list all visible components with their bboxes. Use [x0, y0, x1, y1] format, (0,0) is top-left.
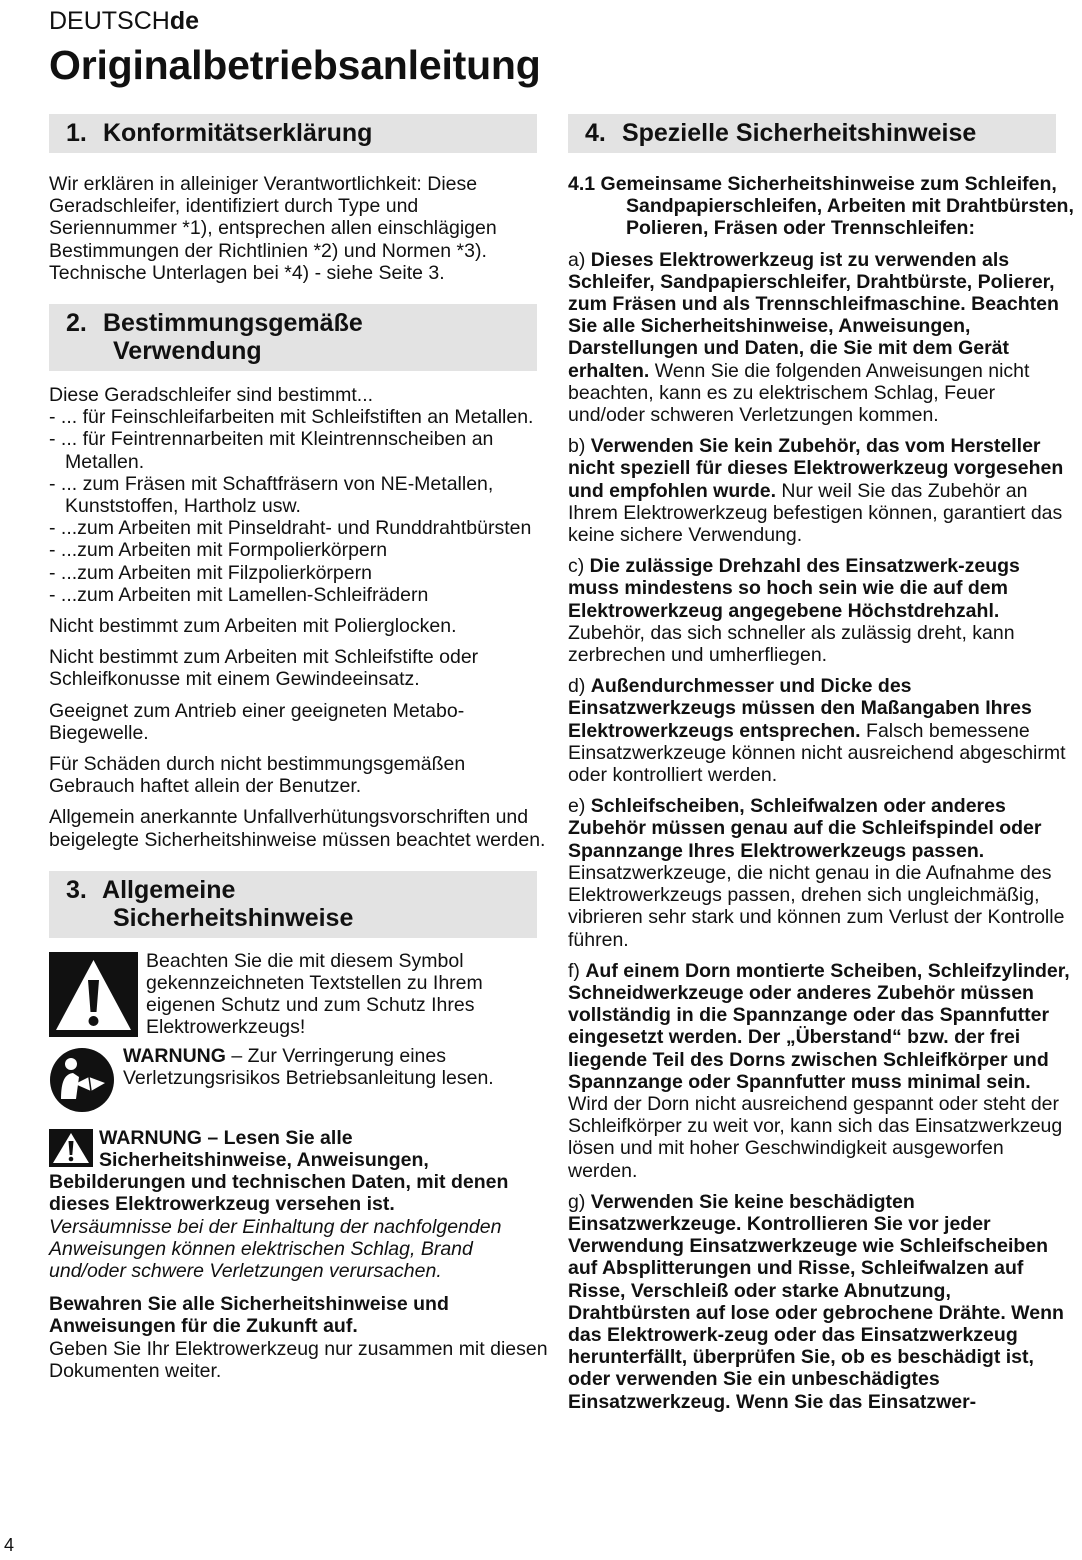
read-manual-icon	[49, 1047, 115, 1113]
section-3-title-line2: Sicherheitshinweise	[113, 903, 354, 932]
item-bold-text: Schleifscheiben, Schleifwalzen oder anderes Zubehör müssen genau auf die Schleifspindel oder Spannzange Ihres Elektrowerkzeugs passen.	[568, 795, 1042, 862]
safety-item-f	[568, 960, 1076, 1182]
item-bold-text: Verwenden Sie kein Zubehör, das vom Hersteller nicht speziell für dieses Elektrowerkzeug vorgesehen und empfohlen wurde.	[568, 435, 1064, 502]
manual-notice	[49, 1044, 549, 1113]
list-item: - ...zum Arbeiten mit Pinseldraht- und Runddrahtbürsten	[49, 517, 532, 540]
section-3-heading	[49, 871, 537, 938]
page-title: Originalbetriebsanleitung	[49, 42, 541, 88]
item-bold-text: Außendurchmesser und Dicke des Einsatzwerkzeugs müssen den Maßangaben Ihres Elektrowerkzeugs entsprechen.	[568, 675, 1032, 742]
item-label: c)	[568, 555, 590, 578]
right-column	[568, 114, 1076, 1413]
safety-item-b	[568, 435, 1076, 546]
section-2-intro: Diese Geradschleifer sind bestimmt...	[49, 384, 374, 407]
item-text: Falsch bemessene Einsatzwerkzeuge können nicht ausreichend abgeschirmt oder kontrolliert werden.	[568, 719, 1066, 787]
safety-item-a	[568, 249, 1076, 427]
manual-warning-text: – Zur Verringerung eines Verletzungsrisikos Betriebsanleitung lesen.	[123, 1044, 494, 1089]
section-2-title-line1	[66, 309, 527, 337]
symbol-notice	[49, 949, 549, 1039]
item-text: Wenn Sie die folgenden Anweisungen nicht beachten, kann es zu elektrischem Schlag, Feuer und/oder schweren Verletzungen kommen.	[568, 359, 1030, 427]
list-item: - ...zum Arbeiten mit Filzpolierkörpern	[49, 561, 372, 584]
section-1-title: Konformitätserklärung	[102, 119, 373, 147]
keep-instructions-bold: Bewahren Sie alle Sicherheitshinweise und Anweisungen für die Zukunft auf.	[49, 1293, 449, 1338]
paragraph: Allgemein anerkannte Unfallverhütungsvorschriften und beigelegte Sicherheitshinweise müssen beachtet werden.	[49, 806, 546, 851]
section-2-title: Bestimmungsgemäße	[102, 309, 363, 338]
paragraph: Nicht bestimmt zum Arbeiten mit Polierglocken.	[49, 615, 457, 638]
manual-notice-text	[123, 1045, 549, 1089]
item-text: Wird der Dorn nicht ausreichend gespannt oder steht der Schleifkörper zu weit vor, kann sich das Einsatzwerkzeug lösen und mit hoher Geschwindigkeit ausgeworfen werden.	[568, 1092, 1063, 1182]
item-bold-text: Dieses Elektrowerkzeug ist zu verwenden als Schleifer, Sandpapierschleifer, Drahtbürste, Polierer, zum Fräsen und als Trennschleifmaschine. Beachten Sie alle Sicherheitshinweise, Anweisungen, Darstellungen und Daten, die Sie mit dem Gerät erhalten.	[568, 248, 1059, 382]
section-4-title: Spezielle Sicherheitshinweise	[621, 119, 977, 147]
safety-item-d	[568, 675, 1076, 786]
list-item: - ... zum Fräsen mit Schaftfräsern von NE-Metallen, Kunststoffen, Hartholz usw.	[49, 472, 494, 518]
item-bold-text: Die zulässige Drehzahl des Einsatzwerk-zeugs muss mindestens so hoch sein wie die auf dem Elektrowerkzeug angegebene Höchstdrehzahl.	[568, 555, 1020, 622]
section-2-title-line2: Verwendung	[113, 337, 262, 366]
safety-item-c	[568, 555, 1076, 666]
section-2-number: 2.	[66, 309, 87, 338]
item-label: g)	[568, 1190, 591, 1213]
warning-triangle-icon	[49, 952, 138, 1037]
subsection-4-1-heading: 4.1 Gemeinsame Sicherheitshinweise zum Schleifen, Sandpapierschleifen, Arbeiten mit Drahtbürsten, Polieren, Fräsen oder Trennschleifen:	[568, 173, 1074, 240]
general-warning	[49, 1127, 549, 1282]
list-item: - ... für Feinschleifarbeiten mit Schleifstiften an Metallen.	[49, 406, 534, 429]
section-1-heading	[49, 114, 537, 153]
section-3-number: 3.	[66, 875, 87, 904]
paragraph: Nicht bestimmt zum Arbeiten mit Schleifstifte oder Schleifkonusse mit einem Gewindeeinsatz.	[49, 646, 479, 691]
page-number: 4	[4, 1535, 15, 1555]
item-bold-text: Auf einem Dorn montierte Scheiben, Schleifzylinder, Schneidwerkzeuge oder anderes Zubehör müssen vollständig in die Spannzange oder das Spannfutter eingesetzt werden. Der „Überstand“ bzw. der frei liegende Teil des Dorns zwischen Schleifkörper und Spannzange oder Spannfutter muss minimal sein.	[568, 959, 1070, 1093]
language-label	[49, 6, 199, 36]
language-label-prefix: DEUTSCH	[49, 7, 170, 35]
section-3-title-line1	[66, 876, 527, 904]
section-1-text: Wir erklären in alleiniger Verantwortlichkeit: Diese Geradschleifer, identifiziert durch Type und Seriennummer *1), entsprechen allen einschlägigen Bestimmungen der Richtlinien *2) und Normen *3). Technische Unterlagen bei *4) - siehe Seite 3.	[49, 173, 497, 284]
manual-warning-label: WARNUNG	[123, 1044, 226, 1067]
left-column	[49, 114, 549, 1382]
general-warning-bold: WARNUNG – Lesen Sie alle Sicherheitshinweise, Anweisungen, Bebilderungen und technischen Daten, mit denen dieses Elektrowerkzeug versehen ist.	[49, 1126, 509, 1216]
section-4-heading	[568, 114, 1056, 153]
item-label: a)	[568, 248, 591, 271]
item-label: b)	[568, 435, 591, 458]
item-label: f)	[568, 959, 586, 982]
item-label: d)	[568, 675, 591, 698]
item-text: Einsatzwerkzeuge, die nicht genau in die Aufnahme des Elektrowerkzeugs passen, drehen sich ungleichmäßig, vibrieren sehr stark und können zum Verlust der Kontrolle führen.	[568, 861, 1065, 951]
paragraph: Für Schäden durch nicht bestimmungsgemäßen Gebrauch haftet allein der Benutzer.	[49, 753, 466, 798]
item-text: Zubehör, das sich schneller als zulässig dreht, kann zerbrechen und umherfliegen.	[568, 621, 1015, 667]
general-warning-italic: Versäumnisse bei der Einhaltung der nachfolgenden Anweisungen können elektrischen Schlag, Brand und/oder schwere Verletzungen verursachen.	[49, 1215, 502, 1282]
section-1-number: 1.	[66, 119, 87, 147]
list-item: - ... für Feintrennarbeiten mit Kleintrennscheiben an Metallen.	[49, 428, 494, 473]
item-label: e)	[568, 795, 591, 818]
paragraph: Geeignet zum Antrieb einer geeigneten Metabo-Biegewelle.	[49, 699, 465, 744]
list-item: - ...zum Arbeiten mit Formpolierkörpern	[49, 539, 388, 562]
keep-instructions-text: Geben Sie Ihr Elektrowerkzeug nur zusammen mit diesen Dokumenten weiter.	[49, 1337, 548, 1382]
safety-item-e	[568, 795, 1076, 950]
section-4-number: 4.	[585, 119, 606, 147]
section-2-list	[49, 406, 549, 606]
item-text: Nur weil Sie das Zubehör an Ihrem Elektrowerkzeug befestigen können, garantiert das keine sichere Verwendung.	[568, 479, 1063, 547]
section-3-title: Allgemeine	[102, 875, 236, 904]
symbol-notice-text: Beachten Sie die mit diesem Symbol gekennzeichneten Textstellen zu Ihrem eigenen Schutz und zum Schutz Ihres Elektrowerkzeugs!	[146, 949, 483, 1039]
section-2-heading	[49, 304, 537, 371]
list-item: - ...zum Arbeiten mit Lamellen-Schleifrädern	[49, 583, 429, 606]
safety-item-g	[568, 1191, 1076, 1413]
item-bold-text: Verwenden Sie keine beschädigten Einsatzwerkzeuge. Kontrollieren Sie vor jeder Verwendung Einsatzwerkzeuge wie Schleifscheiben auf Absplitterungen und Risse, Schleifwalzen auf Risse, Verschleiß oder starke Abnutzung, Drahtbürsten auf lose oder gebrochene Drähte. Wenn das Elektrowerk-zeug oder das Einsatzwerkzeug herunterfällt, überprüfen Sie, ob es beschädigt ist, oder verwenden Sie ein unbeschädigtes Einsatzwerkzeug. Wenn Sie das Einsatzwer-	[568, 1190, 1064, 1413]
language-code: de	[169, 7, 200, 35]
warning-triangle-small-icon	[49, 1129, 93, 1167]
